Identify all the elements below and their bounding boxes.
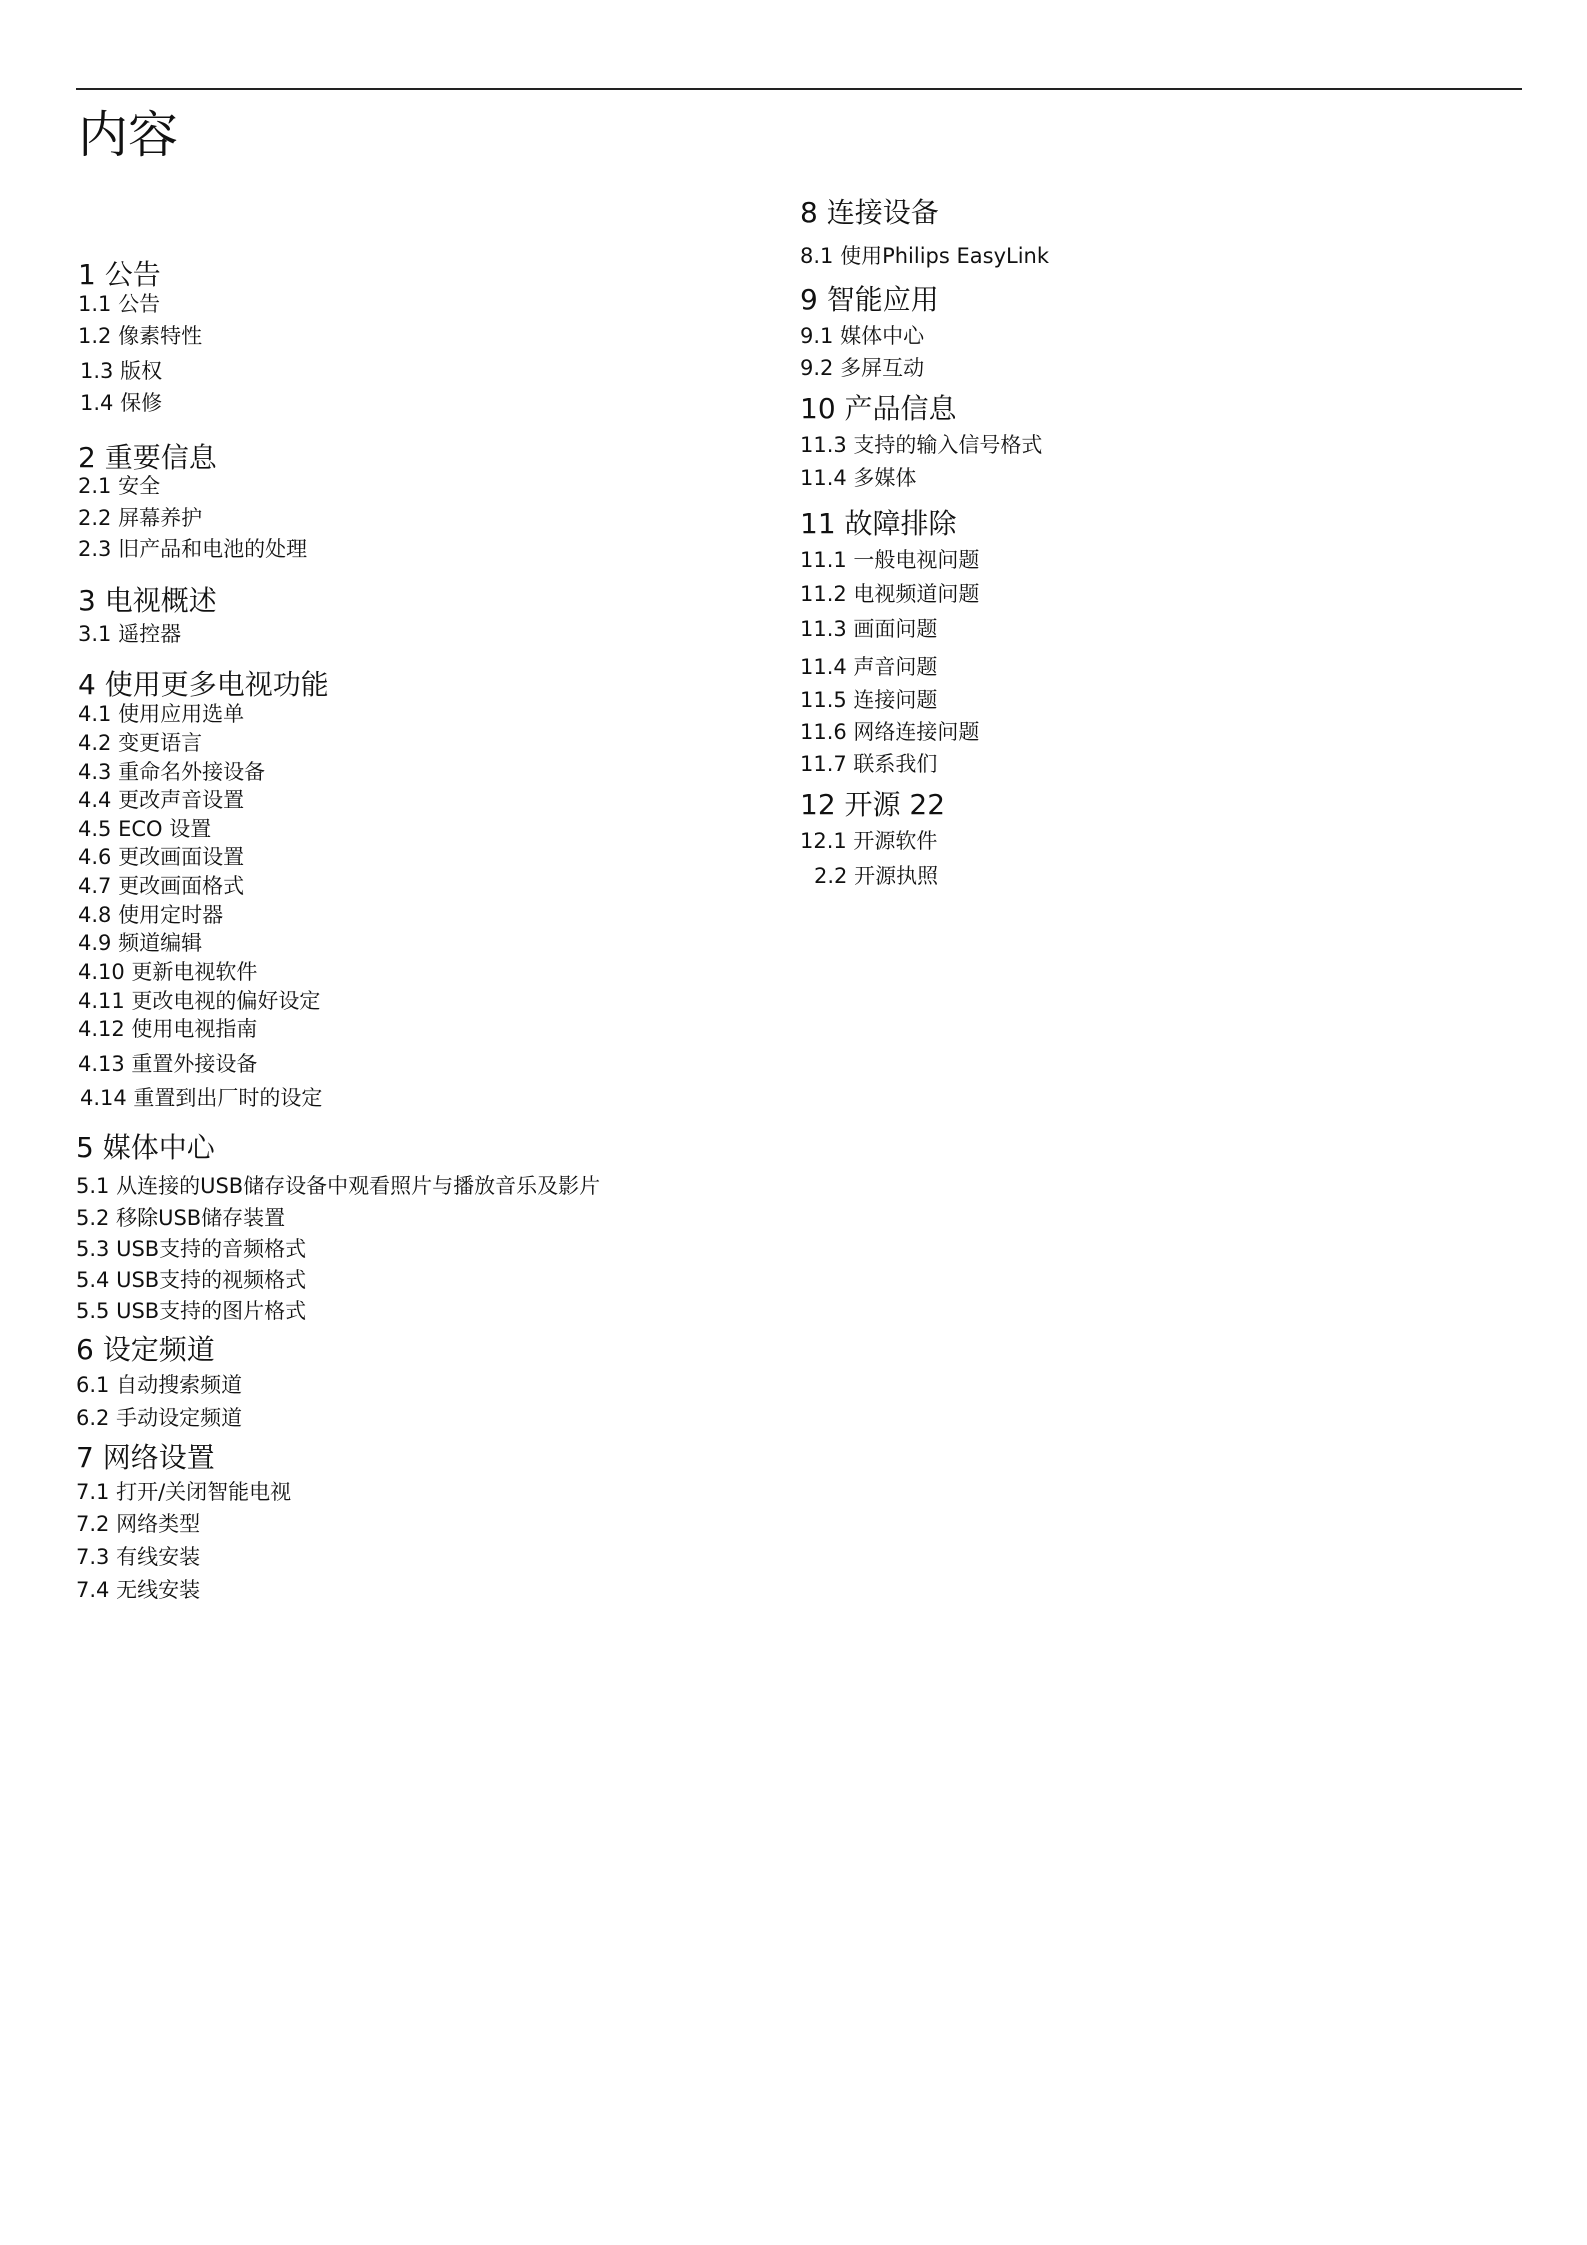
toc-entry[interactable]: 2.3 旧产品和电池的处理	[78, 537, 308, 561]
toc-entry[interactable]: 4.9 频道编辑	[78, 931, 203, 955]
toc-section-heading[interactable]: 5 媒体中心	[76, 1131, 215, 1164]
toc-section-heading[interactable]: 2 重要信息	[78, 441, 217, 474]
toc-section-heading[interactable]: 10 产品信息	[800, 392, 957, 425]
toc-entry[interactable]: 11.1 一般电视问题	[800, 548, 980, 572]
toc-entry[interactable]: 11.5 连接问题	[800, 688, 938, 712]
toc-entry[interactable]: 1.4 保修	[80, 391, 163, 415]
toc-section-heading[interactable]: 12 开源 22	[800, 788, 946, 821]
toc-entry[interactable]: 4.13 重置外接设备	[78, 1052, 258, 1076]
toc-entry[interactable]: 11.3 画面问题	[800, 617, 938, 641]
toc-entry[interactable]: 7.4 无线安装	[76, 1578, 201, 1602]
toc-entry[interactable]: 11.3 支持的输入信号格式	[800, 433, 1043, 457]
toc-entry[interactable]: 9.2 多屏互动	[800, 356, 925, 380]
toc-entry[interactable]: 1.2 像素特性	[78, 324, 203, 348]
toc-entry[interactable]: 5.3 USB支持的音频格式	[76, 1237, 307, 1261]
toc-entry[interactable]: 5.2 移除USB储存装置	[76, 1206, 286, 1230]
toc-entry[interactable]: 4.1 使用应用选单	[78, 702, 245, 726]
toc-entry[interactable]: 7.3 有线安装	[76, 1545, 201, 1569]
toc-entry[interactable]: 9.1 媒体中心	[800, 324, 925, 348]
toc-section-heading[interactable]: 3 电视概述	[78, 584, 217, 617]
toc-entry[interactable]: 6.1 自动搜索频道	[76, 1373, 243, 1397]
toc-section-heading[interactable]: 9 智能应用	[800, 283, 939, 316]
toc-entry[interactable]: 1.1 公告	[78, 292, 161, 316]
toc-entry[interactable]: 1.3 版权	[80, 359, 163, 383]
toc-entry[interactable]: 3.1 遥控器	[78, 622, 182, 646]
toc-entry[interactable]: 12.1 开源软件	[800, 829, 938, 853]
toc-entry[interactable]: 11.4 多媒体	[800, 466, 917, 490]
toc-entry[interactable]: 2.2 屏幕养护	[78, 506, 203, 530]
toc-entry[interactable]: 4.5 ECO 设置	[78, 817, 212, 841]
toc-entry[interactable]: 11.4 声音问题	[800, 655, 938, 679]
toc-entry[interactable]: 4.6 更改画面设置	[78, 845, 245, 869]
toc-entry[interactable]: 5.4 USB支持的视频格式	[76, 1268, 307, 1292]
toc-entry[interactable]: 11.2 电视频道问题	[800, 582, 980, 606]
toc-entry[interactable]: 11.6 网络连接问题	[800, 720, 980, 744]
toc-entry[interactable]: 6.2 手动设定频道	[76, 1406, 243, 1430]
toc-entry[interactable]: 2.2 开源执照	[814, 864, 939, 888]
toc-section-heading[interactable]: 8 连接设备	[800, 196, 939, 229]
toc-entry[interactable]: 5.1 从连接的USB储存设备中观看照片与播放音乐及影片	[76, 1174, 601, 1198]
toc-entry[interactable]: 4.4 更改声音设置	[78, 788, 245, 812]
toc-section-heading[interactable]: 1 公告	[78, 258, 161, 291]
toc-entry[interactable]: 5.5 USB支持的图片格式	[76, 1299, 307, 1323]
toc-section-heading[interactable]: 11 故障排除	[800, 507, 957, 540]
toc-section-heading[interactable]: 6 设定频道	[76, 1333, 215, 1366]
toc-entry[interactable]: 4.2 变更语言	[78, 731, 203, 755]
toc-entry[interactable]: 4.3 重命名外接设备	[78, 760, 266, 784]
toc-section-heading[interactable]: 7 网络设置	[76, 1441, 215, 1474]
toc-entry[interactable]: 4.11 更改电视的偏好设定	[78, 989, 321, 1013]
toc-entry[interactable]: 4.10 更新电视软件	[78, 960, 258, 984]
toc-entry[interactable]: 7.1 打开/关闭智能电视	[76, 1480, 292, 1504]
toc-entry[interactable]: 4.7 更改画面格式	[78, 874, 245, 898]
toc-entry[interactable]: 7.2 网络类型	[76, 1512, 201, 1536]
page-title: 内容	[78, 106, 178, 164]
top-rule	[76, 88, 1522, 90]
toc-entry[interactable]: 4.12 使用电视指南	[78, 1017, 258, 1041]
toc-entry[interactable]: 2.1 安全	[78, 474, 161, 498]
toc-entry[interactable]: 8.1 使用Philips EasyLink	[800, 244, 1050, 268]
toc-entry[interactable]: 4.14 重置到出厂时的设定	[80, 1086, 323, 1110]
toc-section-heading[interactable]: 4 使用更多电视功能	[78, 668, 329, 701]
toc-entry[interactable]: 4.8 使用定时器	[78, 903, 224, 927]
toc-entry[interactable]: 11.7 联系我们	[800, 752, 938, 776]
